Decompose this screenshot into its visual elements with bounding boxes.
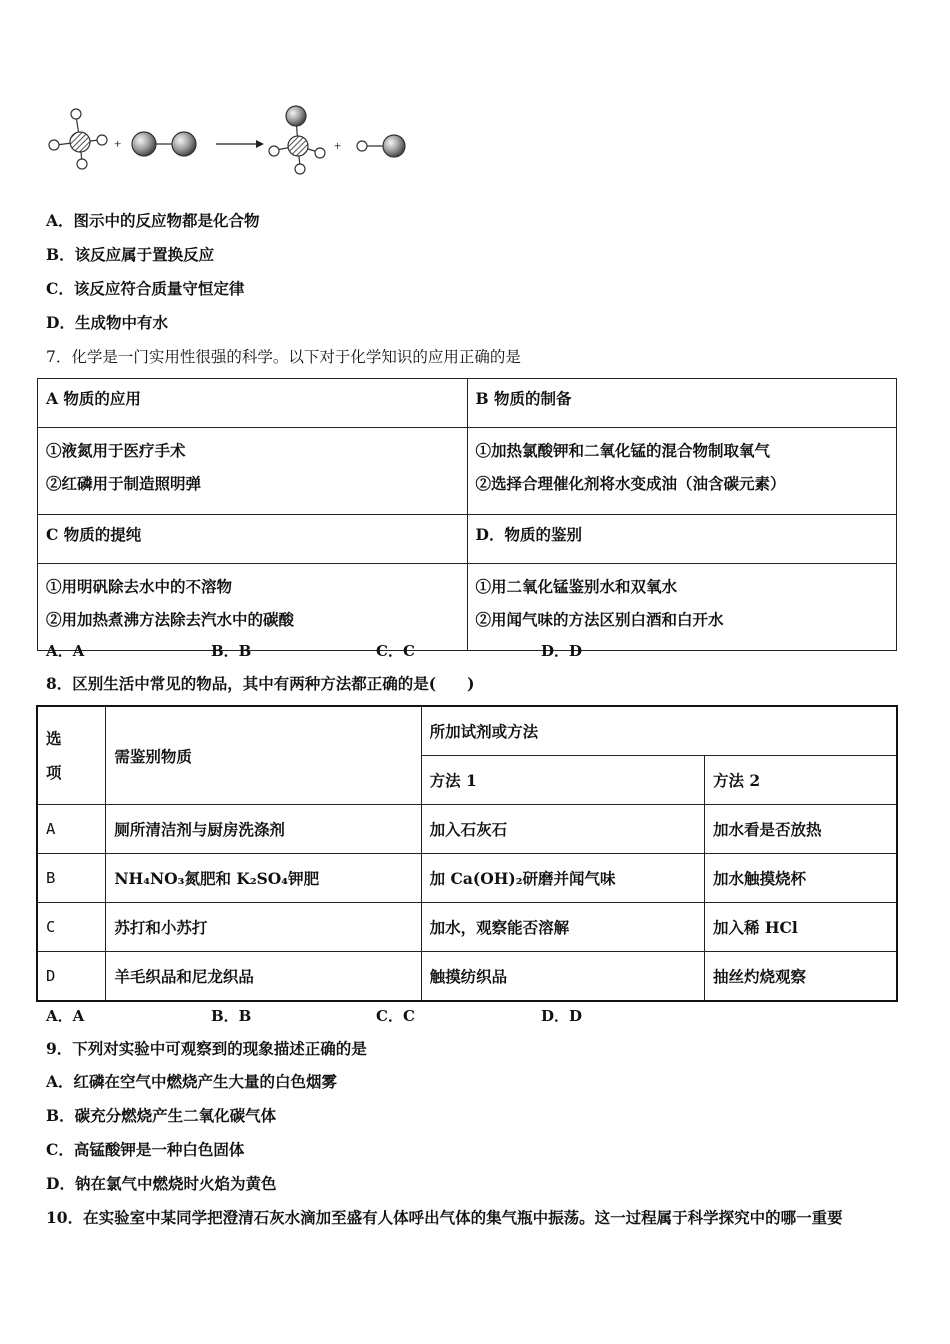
plus-sign-1: + bbox=[114, 136, 122, 151]
q8-choices bbox=[46, 1005, 706, 1026]
q8-row-c-substances: 苏打和小苏打 bbox=[106, 903, 421, 952]
q8-row-b-opt: B bbox=[37, 854, 106, 903]
q9-option-c: C．高锰酸钾是一种白色固体 bbox=[46, 1140, 245, 1159]
q8-row-b-m1: 加 Ca(OH)₂研磨并闻气味 bbox=[421, 854, 704, 903]
q8-row-a-m1: 加入石灰石 bbox=[421, 805, 704, 854]
table-row bbox=[37, 805, 897, 854]
q7-b-item-1: ①加热氯酸钾和二氧化锰的混合物制取氧气 bbox=[475, 441, 771, 460]
q7-cell-d-items bbox=[467, 564, 897, 651]
q7-stem: 7．化学是一门实用性很强的科学。以下对于化学知识的应用正确的是 bbox=[46, 348, 521, 366]
q7-choice-d: D．D bbox=[541, 642, 583, 660]
reaction-arrow-icon bbox=[216, 140, 264, 148]
q8-header-option bbox=[37, 706, 106, 805]
reactant-molecule-1 bbox=[49, 109, 107, 169]
q9-stem: 9．下列对实验中可观察到的现象描述正确的是 bbox=[46, 1039, 367, 1058]
q9-option-d: D．钠在氯气中燃烧时火焰为黄色 bbox=[46, 1174, 277, 1193]
q7-choice-c: C．C bbox=[376, 642, 415, 660]
q8-row-a-substances: 厕所清洁剂与厨房洗涤剂 bbox=[106, 805, 421, 854]
q8-header-method2: 方法 2 bbox=[704, 756, 897, 805]
q7-a-item-2: ②红磷用于制造照明弹 bbox=[46, 474, 202, 493]
q7-cell-d-head: D．物质的鉴别 bbox=[467, 515, 897, 564]
q7-choice-a: A．A bbox=[46, 642, 85, 660]
plus-sign-2: + bbox=[334, 138, 342, 153]
q6-option-d: D．生成物中有水 bbox=[46, 313, 168, 332]
reactant-molecule-2 bbox=[132, 132, 196, 156]
q9-option-a: A．红磷在空气中燃烧产生大量的白色烟雾 bbox=[46, 1072, 338, 1091]
q6-option-a: A．图示中的反应物都是化合物 bbox=[46, 211, 260, 230]
q8-header-method-group: 所加试剂或方法 bbox=[421, 706, 897, 756]
q6-option-c: C．该反应符合质量守恒定律 bbox=[46, 279, 245, 298]
q8-row-c-m2: 加入稀 HCl bbox=[704, 903, 897, 952]
product-molecule-1 bbox=[269, 106, 325, 174]
q8-choice-c: C．C bbox=[376, 1007, 415, 1025]
q7-d-item-1: ①用二氧化锰鉴别水和双氧水 bbox=[475, 577, 678, 596]
q8-header-option-text: 选项 bbox=[46, 728, 62, 782]
q7-a-item-1: ①液氮用于医疗手术 bbox=[46, 441, 186, 460]
table-row bbox=[37, 854, 897, 903]
reaction-diagram bbox=[46, 100, 426, 184]
q7-c-item-1: ①用明矾除去水中的不溶物 bbox=[46, 577, 233, 596]
q9-option-b: B．碳充分燃烧产生二氧化碳气体 bbox=[46, 1106, 277, 1125]
q8-stem: 8．区别生活中常见的物品，其中有两种方法都正确的是( ) bbox=[46, 674, 475, 693]
q8-row-b-substances: NH₄NO₃氮肥和 K₂SO₄钾肥 bbox=[106, 854, 421, 903]
q7-cell-c-head: C 物质的提纯 bbox=[38, 515, 468, 564]
q8-choice-d: D．D bbox=[541, 1007, 583, 1025]
table-row bbox=[37, 952, 897, 1002]
q7-table bbox=[37, 378, 897, 651]
q10-stem: 10．在实验室中某同学把澄清石灰水滴加至盛有人体呼出气体的集气瓶中振荡。这一过程属于科学探究中的哪一重要 bbox=[46, 1208, 843, 1227]
q8-choice-a: A．A bbox=[46, 1007, 85, 1025]
product-molecule-2 bbox=[357, 135, 405, 157]
q8-row-a-m2: 加水看是否放热 bbox=[704, 805, 897, 854]
table-row bbox=[37, 903, 897, 952]
q7-choice-b: B．B bbox=[211, 642, 252, 660]
q7-d-item-2: ②用闻气味的方法区别白酒和白开水 bbox=[475, 610, 724, 629]
q8-choice-b: B．B bbox=[211, 1007, 252, 1025]
q7-b-item-2: ②选择合理催化剂将水变成油（油含碳元素） bbox=[475, 474, 786, 493]
q8-row-d-m1: 触摸纺织品 bbox=[421, 952, 704, 1002]
q7-c-item-2: ②用加热煮沸方法除去汽水中的碳酸 bbox=[46, 610, 295, 629]
q7-cell-a-head: A 物质的应用 bbox=[38, 379, 468, 428]
q8-header-method1: 方法 1 bbox=[421, 756, 704, 805]
q6-option-b: B．该反应属于置换反应 bbox=[46, 245, 215, 264]
q7-cell-a-items bbox=[38, 428, 468, 515]
q7-cell-b-head: B 物质的制备 bbox=[467, 379, 897, 428]
q8-row-d-opt: D bbox=[37, 952, 106, 1002]
q7-choices bbox=[46, 640, 706, 661]
q8-row-d-substances: 羊毛织品和尼龙织品 bbox=[106, 952, 421, 1002]
q8-row-b-m2: 加水触摸烧杯 bbox=[704, 854, 897, 903]
q8-row-d-m2: 抽丝灼烧观察 bbox=[704, 952, 897, 1002]
q8-header-substances: 需鉴别物质 bbox=[106, 706, 421, 805]
q8-table bbox=[36, 705, 898, 1002]
q7-cell-c-items bbox=[38, 564, 468, 651]
q7-cell-b-items bbox=[467, 428, 897, 515]
q8-row-c-opt: C bbox=[37, 903, 106, 952]
q8-row-a-opt: A bbox=[37, 805, 106, 854]
q8-row-c-m1: 加水，观察能否溶解 bbox=[421, 903, 704, 952]
